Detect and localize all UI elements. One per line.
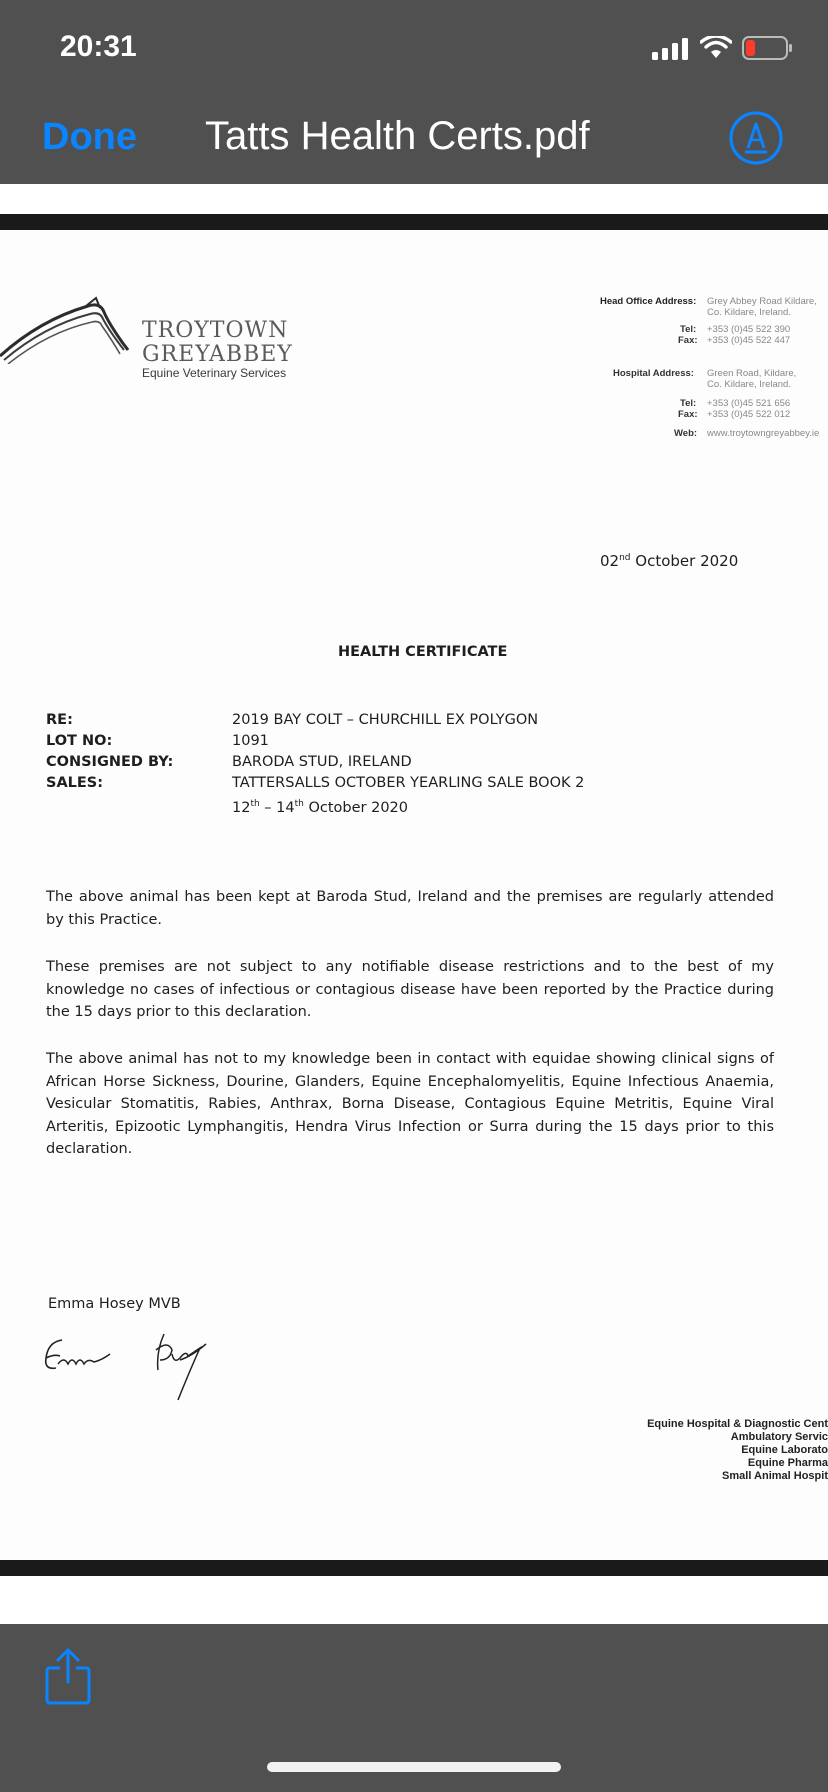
service-item: Small Animal Hospit: [722, 1470, 828, 1482]
page-divider: [0, 214, 828, 230]
hospital-tel-label: Tel:: [680, 398, 697, 409]
markup-pen-icon[interactable]: [728, 110, 784, 166]
signature: [40, 1330, 240, 1410]
lot-label: LOT NO:: [46, 733, 113, 749]
paragraph-1: The above animal has been kept at Baroda Stud, Ireland and the premises are regularly attended by this Practice.: [46, 889, 774, 928]
sales-label: SALES:: [46, 775, 104, 791]
head-office-tel-label: Tel:: [680, 324, 697, 335]
wifi-icon: [700, 36, 732, 60]
status-bar: [0, 0, 828, 90]
hospital-fax: +353 (0)45 522 012: [707, 409, 791, 420]
document-date: 02nd October 2020: [600, 552, 739, 570]
home-indicator[interactable]: [267, 1762, 561, 1772]
horse-head-logo-icon: [0, 292, 140, 364]
head-office-fax: +353 (0)45 522 447: [707, 335, 791, 346]
services-list: [560, 1418, 828, 1483]
sales-value: TATTERSALLS OCTOBER YEARLING SALE BOOK 2: [232, 775, 585, 791]
hospital-fax-label: Fax:: [678, 409, 698, 420]
hospital-label: Hospital Address:: [613, 368, 694, 379]
brand-name-line2: GREYABBEY: [142, 342, 293, 367]
service-item: Equine Pharma: [747, 1457, 828, 1469]
hospital-tel: +353 (0)45 521 656: [707, 398, 791, 409]
consigned-label: CONSIGNED BY:: [46, 754, 174, 770]
hospital-web: www.troytowngreyabbey.ie: [707, 428, 820, 439]
cellular-signal-icon: [652, 38, 690, 60]
paragraph-3: The above animal has not to my knowledge been in contact with equidae showing clinical signs of African Horse Sickness, Dourine, Glanders, Equine Encephalomyelitis, Equine Infectious Anaemia, Vesicular Stomatitis, Rabies, Anthrax, Borna Disease, Contagious Equine Metritis, Equine Viral Arteritis, Epizootic Lymphangitis, Hendra Virus Infection or Surra during the 15 days prior to this declaration.: [46, 1051, 774, 1157]
status-time: 20:31: [60, 30, 137, 63]
sales-dates: 12th – 14th October 2020: [232, 799, 408, 816]
signer-name: Emma Hosey MVB: [48, 1296, 181, 1312]
hospital-web-label: Web:: [674, 428, 698, 439]
battery-icon: [742, 36, 794, 60]
page-divider: [0, 1560, 828, 1576]
hospital-address2: Co. Kildare, Ireland.: [707, 379, 791, 390]
done-button[interactable]: Done: [42, 116, 137, 158]
share-icon[interactable]: [44, 1646, 92, 1706]
lot-value: 1091: [232, 733, 269, 749]
hospital-address1: Green Road, Kildare,: [707, 368, 797, 379]
bottom-toolbar: [0, 1624, 828, 1792]
pdf-page[interactable]: [0, 230, 828, 1560]
brand-name-line1: TROYTOWN: [142, 318, 289, 343]
service-item: Equine Hospital & Diagnostic Cent: [647, 1418, 828, 1430]
brand-tagline: Equine Veterinary Services: [142, 366, 287, 380]
navigation-bar: [0, 90, 828, 184]
service-item: Ambulatory Servic: [730, 1431, 828, 1443]
head-office-address1: Grey Abbey Road Kildare,: [707, 296, 817, 307]
head-office-address2: Co. Kildare, Ireland.: [707, 307, 791, 318]
certificate-heading: HEALTH CERTIFICATE: [338, 644, 508, 660]
head-office-label: Head Office Address:: [600, 296, 697, 307]
details-table: [46, 710, 692, 819]
re-value: 2019 BAY COLT – CHURCHILL EX POLYGON: [232, 712, 539, 728]
paragraph-2: These premises are not subject to any notifiable disease restrictions and to the best of my knowledge no cases of infectious or contagious disease have been reported by the Practice during the 15 days prior to this declaration.: [46, 959, 774, 1020]
document-title: Tatts Health Certs.pdf: [205, 114, 590, 158]
re-label: RE:: [46, 712, 73, 728]
consigned-value: BARODA STUD, IRELAND: [232, 754, 412, 770]
head-office-tel: +353 (0)45 522 390: [707, 324, 791, 335]
head-office-fax-label: Fax:: [678, 335, 698, 346]
service-item: Equine Laborato: [741, 1444, 828, 1456]
next-page-edge: [0, 1576, 828, 1624]
page-gap: [0, 184, 828, 214]
